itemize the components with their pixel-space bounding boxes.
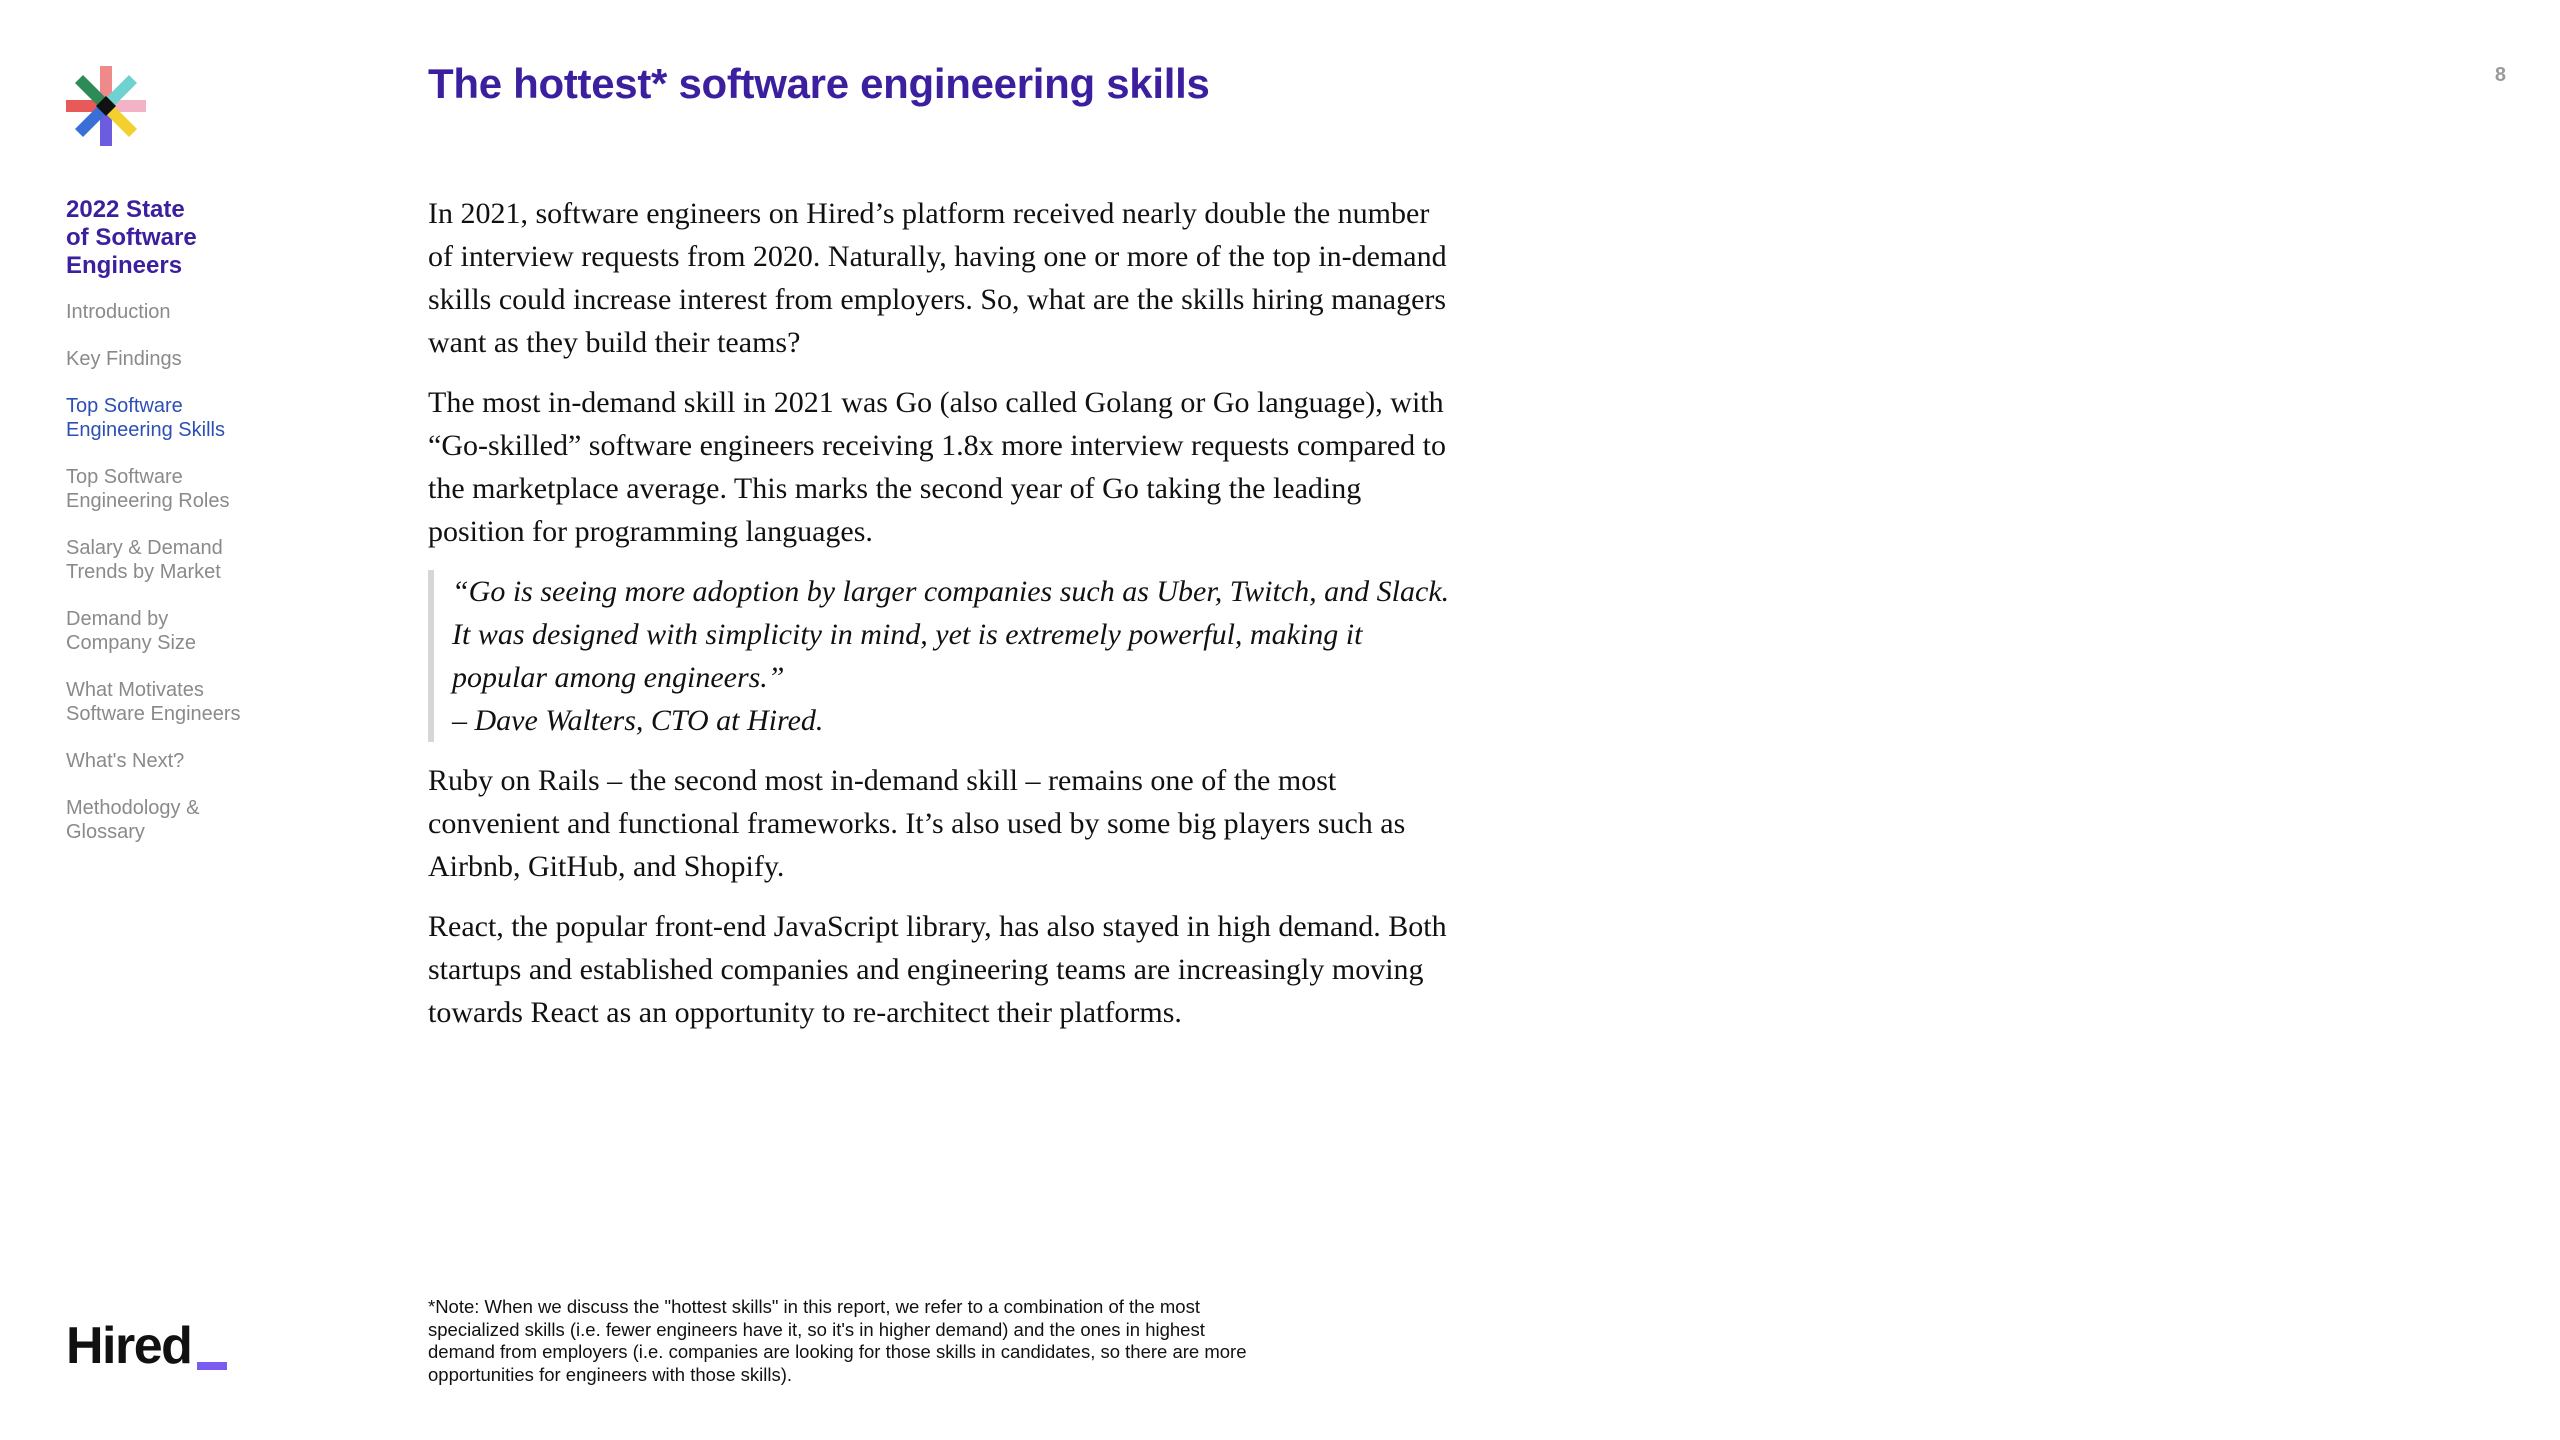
sidebar-item-top-software-engineering-roles[interactable]: Top Software Engineering Roles [66, 466, 230, 512]
main-content [428, 192, 1458, 1051]
sidebar-item-methodology-glossary[interactable]: Methodology & Glossary [66, 797, 200, 843]
report-title[interactable]: 2022 State of Software Engineers [66, 196, 197, 279]
footnote: *Note: When we discuss the "hottest skills" in this report, we refer to a combination of the most specialized skills (i.e. fewer engineers have it, so it's in higher demand) and the ones in highest demand from employers (i.e. companies are looking for those skills in candidates, so there are more opportunities for engineers with those skills). [428, 1296, 1247, 1385]
body-paragraph: In 2021, software engineers on Hired’s platform received nearly double the number of interview requests from 2020. Naturally, having one or more of the top in-demand skills could increase interest from employers. So, what are the skills hiring managers want as they build their teams? [428, 197, 1447, 359]
brand-underscore-icon [197, 1362, 227, 1370]
sidebar-item-what-motivates[interactable]: What Motivates Software Engineers [66, 679, 241, 725]
asterisk-star-logo-icon [66, 66, 146, 146]
page-number: 8 [2494, 64, 2506, 86]
quote-text: “Go is seeing more adoption by larger companies such as Uber, Twitch, and Slack. It was designed with simplicity in mind, yet is extremely powerful, making it popular among engineers.” [452, 575, 1450, 694]
body-paragraph: Ruby on Rails – the second most in-demand skill – remains one of the most convenient and functional frameworks. It’s also used by some big players such as Airbnb, GitHub, and Shopify. [428, 764, 1406, 883]
pull-quote [428, 570, 1458, 742]
sidebar-item-introduction[interactable]: Introduction [66, 301, 171, 323]
sidebar-item-whats-next[interactable]: What's Next? [66, 750, 185, 772]
hired-logo[interactable] [66, 1317, 227, 1375]
sidebar-item-salary-demand-trends[interactable]: Salary & Demand Trends by Market [66, 537, 223, 583]
page-title: The hottest* software engineering skills [428, 60, 1210, 107]
sidebar-nav [66, 300, 296, 844]
body-paragraph: React, the popular front-end JavaScript library, has also stayed in high demand. Both startups and established companies and engineering teams are increasingly moving towards React as an opportunity to re-architect their platforms. [428, 910, 1447, 1029]
sidebar [66, 196, 296, 867]
sidebar-item-top-software-engineering-skills[interactable]: Top Software Engineering Skills [66, 395, 225, 441]
brand-wordmark: Hired [66, 1317, 192, 1375]
quote-attribution: – Dave Walters, CTO at Hired. [452, 704, 824, 737]
sidebar-item-demand-by-company-size[interactable]: Demand by Company Size [66, 608, 197, 654]
sidebar-item-key-findings[interactable]: Key Findings [66, 348, 182, 370]
body-paragraph: The most in-demand skill in 2021 was Go (also called Golang or Go language), with “Go-skilled” software engineers receiving 1.8x more interview requests compared to the marketplace average. This marks the second year of Go taking the leading position for programming languages. [428, 386, 1446, 548]
